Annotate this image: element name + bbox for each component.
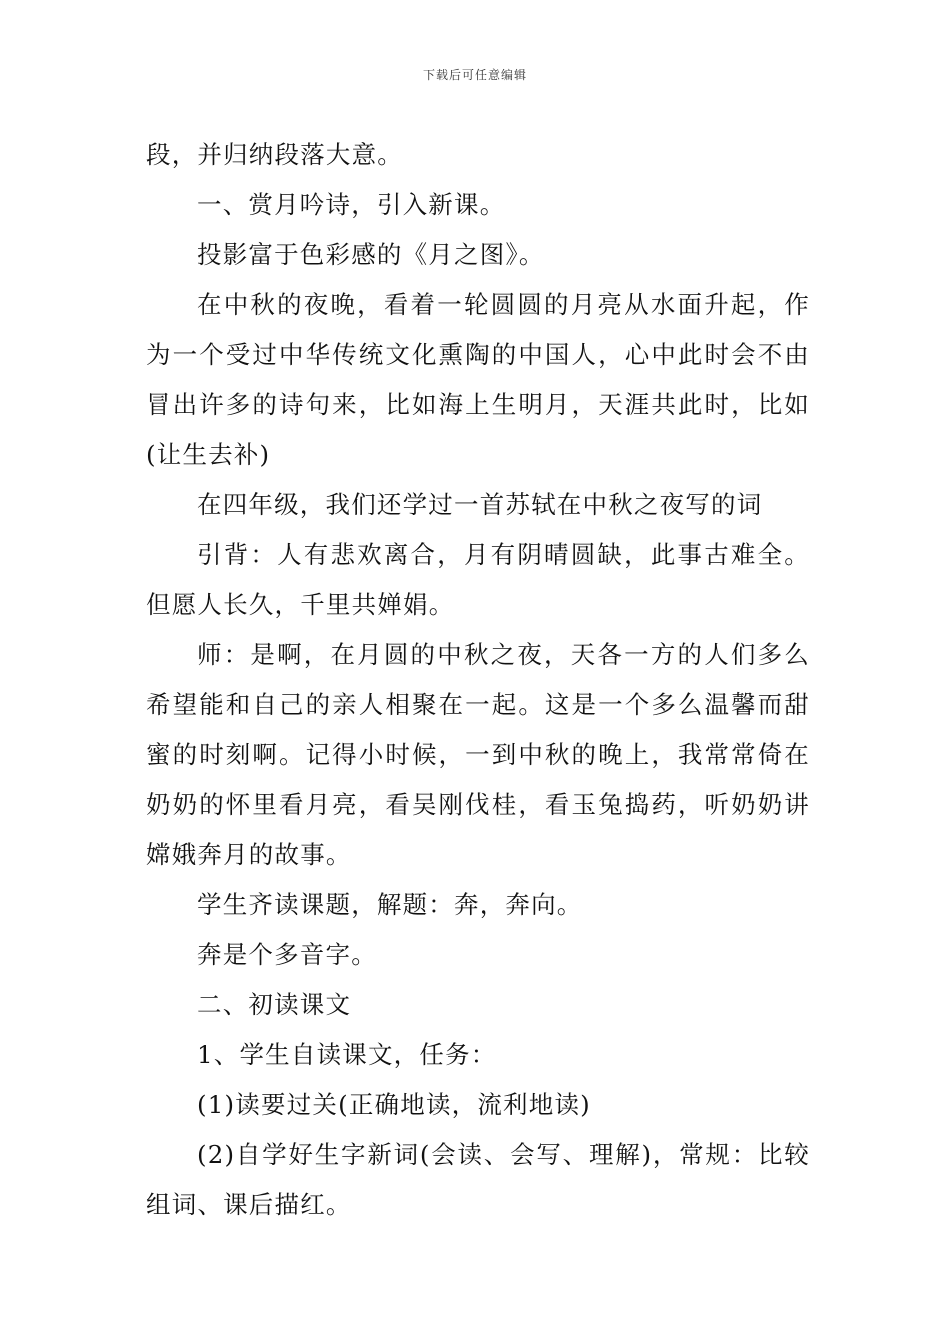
- paragraph: 师：是啊，在月圆的中秋之夜，天各一方的人们多么希望能和自己的亲人相聚在一起。这是一个多么温馨而甜蜜的时刻啊。记得小时候，一到中秋的晚上，我常常倚在奶奶的怀里看月亮，看吴刚伐桂，看玉兔捣药，听奶奶讲嫦娥奔月的故事。: [146, 640, 810, 869]
- paragraph: 引背：人有悲欢离合，月有阴晴圆缺，此事古难全。但愿人长久，千里共婵娟。: [146, 540, 810, 619]
- section-heading: 二、初读课文: [197, 990, 352, 1019]
- list-item: (1)读要过关(正确地读，流利地读): [197, 1090, 591, 1119]
- paragraph: 1、学生自读课文，任务：: [197, 1040, 497, 1069]
- paragraph: 一、赏月吟诗，引入新课。: [197, 190, 506, 219]
- paragraph: 在四年级，我们还学过一首苏轼在中秋之夜写的词: [197, 490, 763, 519]
- paragraph: 投影富于色彩感的《月之图》。: [197, 240, 545, 269]
- paragraph: 段，并归纳段落大意。: [146, 140, 403, 169]
- page-header: 下载后可任意编辑: [422, 68, 527, 82]
- paragraph: 奔是个多音字。: [197, 940, 377, 969]
- paragraph: 在中秋的夜晚，看着一轮圆圆的月亮从水面升起，作为一个受过中华传统文化熏陶的中国人，心中此时会不由冒出许多的诗句来，比如海上生明月，天涯共此时，比如(让生去补): [146, 290, 810, 469]
- paragraph: 学生齐读课题，解题：奔，奔向。: [197, 890, 583, 919]
- list-item: (2)自学好生字新词(会读、会写、理解)，常规：比较组词、课后描红。: [146, 1140, 810, 1219]
- document-body: [146, 130, 810, 1230]
